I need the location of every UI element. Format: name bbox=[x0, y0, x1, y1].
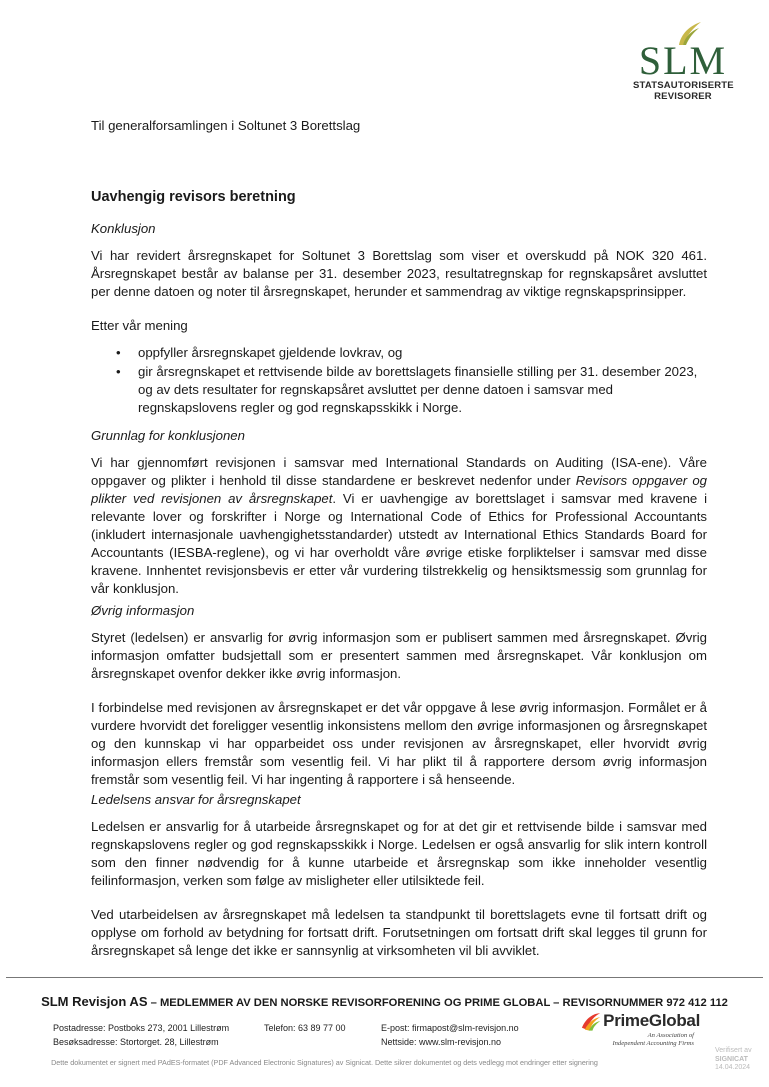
ledelsen-paragraph-2: Ved utarbeidelsen av årsregnskapet må ledelsen ta standpunkt til borettslagets evne til fortsatt drift og opplyse om forhold av betydning for fortsatt drift. Forutsetningen om fortsatt drift skal legges til grunn for årsregnskapet så lenge det ikke er sannsynlig at virksomheten vil bli avviklet. bbox=[91, 907, 707, 958]
primeglobal-name: PrimeGlobal bbox=[603, 1011, 700, 1030]
footer-phone: Telefon: 63 89 77 00 bbox=[264, 1023, 346, 1033]
grunnlag-heading: Grunnlag for konklusjonen bbox=[91, 428, 245, 443]
konklusjon-heading: Konklusjon bbox=[91, 221, 156, 236]
logo-subtitle-1: STATSAUTORISERTE bbox=[633, 80, 734, 91]
signicat-verification-stamp bbox=[715, 1047, 752, 1073]
footer-divider bbox=[6, 977, 763, 978]
bullet-item: • gir årsregnskapet et rettvisende bilde av borettslagets finansielle stilling per 31. desember 2023, og av dets resultater for regnskapsåret avsluttet per denne datoen i samsvar med regnskapslovens regler og god regnskapsskikk i Norge. bbox=[91, 363, 707, 417]
konklusjon-bullet-list bbox=[91, 344, 707, 417]
ledelsen-heading: Ledelsens ansvar for årsregnskapet bbox=[91, 792, 301, 807]
primeglobal-assoc-1: An Association of bbox=[647, 1032, 694, 1039]
section-ledelsen bbox=[91, 791, 707, 960]
ovrig-heading: Øvrig informasjon bbox=[91, 603, 195, 618]
footer-membership: – MEDLEMMER AV DEN NORSKE REVISORFORENING OG PRIME GLOBAL – REVISORNUMMER 972 412 112 bbox=[147, 997, 728, 1009]
bullet-item: • oppfyller årsregnskapet gjeldende lovkrav, og bbox=[91, 344, 707, 362]
section-grunnlag bbox=[91, 427, 707, 598]
ovrig-paragraph-2: I forbindelse med revisjonen av årsregnskapet er det vår oppgave å lese øvrig informasjon. Formålet er å vurdere hvorvidt det foreligger vesentlig inkonsistens mellom den øvrige informasjonen og årsregnskapet og den kunnskap vi har opparbeidet oss under revisjonen av årsregnskapet, eller hvorvidt øvrig informasjon ellers fremstår som vesentlig feil. Vi har plikt til å rapportere dersom øvrig informasjon fremstår som vesentlig feil. Vi har ingenting å rapportere i så henseende. bbox=[91, 700, 707, 787]
grunnlag-text-b: . Vi er uavhengige av borettslaget i samsvar med kravene i relevante lover og forskrifter i Norge og International Code of Ethics for Professional Accountants (inkludert internasjonale uavhengighetsstandarder) utstedt av International Ethics Standards Board for Accountants (IESBA-reglene), og vi har overholdt våre øvrige etiske forpliktelser i samsvar med disse kravene. Innhentet revisjonsbevis er etter vår vurdering tilstrekkelig og hensiktsmessig som grunnlag for vår konklusjon. bbox=[91, 491, 708, 596]
primeglobal-logo bbox=[580, 1010, 700, 1047]
konklusjon-paragraph-2: Etter vår mening bbox=[91, 318, 188, 333]
report-title: Uavhengig revisors beretning bbox=[91, 189, 296, 205]
section-ovrig bbox=[91, 602, 707, 789]
konklusjon-paragraph-1: Vi har revidert årsregnskapet for Soltunet 3 Borettslag som viser et overskudd på NOK 320 461. Årsregnskapet består av balanse per 31. desember 2023, resultatregnskap for regnskapsåret avsluttet per denne datoen og noter til årsregnskapet, herunder et sammendrag av viktige regnskapsprinsipper. bbox=[91, 248, 707, 299]
verify-line-3: 14.04.2024 bbox=[715, 1064, 751, 1071]
section-konklusjon bbox=[91, 220, 707, 417]
primeglobal-assoc-2: Independent Accounting Firms bbox=[612, 1039, 694, 1047]
footer-visit: Besøksadresse: Stortorget. 28, Lillestrøm bbox=[53, 1037, 219, 1047]
footer-company: SLM Revisjon AS bbox=[41, 994, 148, 1009]
signicat-notice: Dette dokumentet er signert med PAdES-formatet (PDF Advanced Electronic Signatures) av Signicat. Dette sikrer dokumentet og dets vedlegg mot endringer etter signering bbox=[51, 1058, 598, 1067]
logo-subtitle-2: REVISORER bbox=[654, 91, 712, 102]
logo-mark: SLM bbox=[638, 38, 728, 83]
footer-contact-column bbox=[381, 1021, 519, 1049]
grunnlag-text-italic: Revisors oppgaver og plikter ved revisjonen av årsregnskapet bbox=[91, 473, 707, 506]
verify-line-1: Verifisert av bbox=[715, 1047, 752, 1054]
addressee: Til generalforsamlingen i Soltunet 3 Borettslag bbox=[91, 118, 361, 133]
ovrig-paragraph-1: Styret (ledelsen) er ansvarlig for øvrig informasjon som er publisert sammen med årsregnskapet. Øvrig informasjon omfatter budsjettall som er presentert sammen med årsregnskapet. Vår konklusjon om årsregnskapet ovenfor dekker ikke øvrig informasjon. bbox=[91, 630, 707, 681]
footer-email[interactable]: E-post: firmapost@slm-revisjon.no bbox=[381, 1023, 519, 1033]
footer-phone-column bbox=[264, 1021, 346, 1035]
footer-postal: Postadresse: Postboks 273, 2001 Lillestrøm bbox=[53, 1023, 230, 1033]
footer-web[interactable]: Nettside: www.slm-revisjon.no bbox=[381, 1037, 502, 1047]
grunnlag-text-a: Vi har gjennomført revisjonen i samsvar med International Standards on Auditing (ISA-ene). Våre oppgaver og plikter i henhold til disse standardene er beskrevet nedenfor under bbox=[91, 455, 707, 488]
grunnlag-paragraph bbox=[91, 454, 707, 598]
verify-line-2: SIGNICAT bbox=[715, 1055, 748, 1063]
ledelsen-paragraph-1: Ledelsen er ansvarlig for å utarbeide årsregnskapet og for at det gir et rettvisende bilde i samsvar med regnskapslovens regler og god regnskapsskikk i Norge. Ledelsen er også ansvarlig for slik intern kontroll som den finner nødvendig for å kunne utarbeide et årsregnskap som ikke inneholder vesentlig feilinformasjon, verken som følge av misligheter eller utilsiktede feil. bbox=[91, 819, 707, 888]
footer-address-column bbox=[53, 1021, 229, 1049]
primeglobal-swoosh-icon bbox=[580, 1010, 601, 1032]
slm-logo bbox=[633, 20, 733, 102]
footer-title bbox=[0, 994, 769, 1009]
